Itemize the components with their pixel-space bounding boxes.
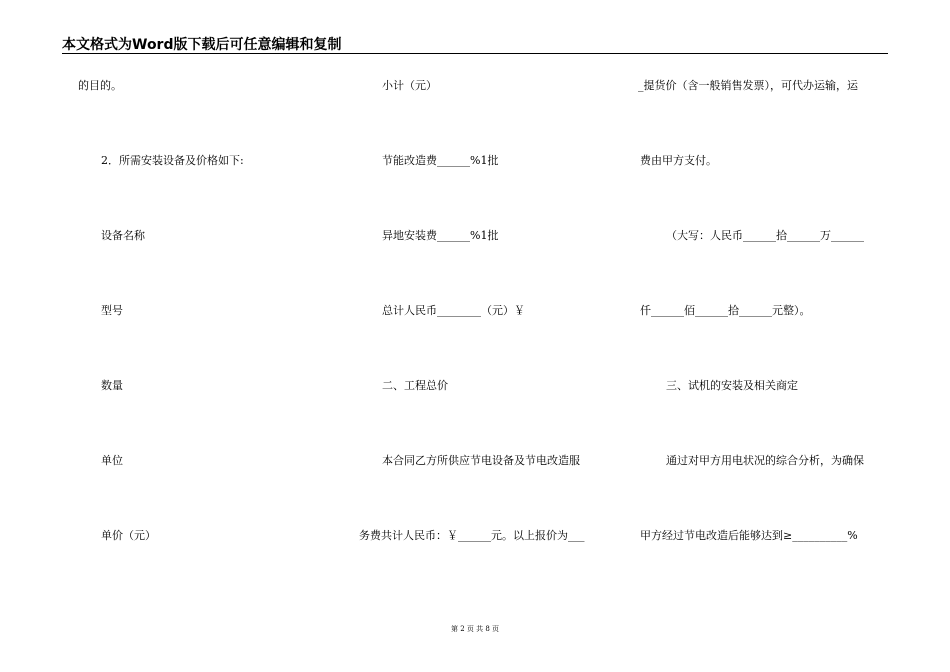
left-line-7: 单价（元） [101, 529, 156, 542]
middle-line-6: 本合同乙方所供应节电设备及节电改造服 [382, 454, 580, 467]
right-line-2: 费由甲方支付。 [640, 154, 717, 167]
left-line-6: 单位 [101, 454, 123, 467]
right-line-1: _提货价（含一般销售发票），可代办运输，运 [638, 79, 858, 92]
left-line-4: 型号 [101, 304, 123, 317]
page-number: 第 2 页 共 8 页 [450, 625, 500, 633]
middle-line-7: 务费共计人民币：￥______元。以上报价为___ [359, 529, 585, 542]
right-line-6: 通过对甲方用电状况的综合分析，为确保 [666, 454, 864, 467]
right-line-7: 甲方经过节电改造后能够达到≥__________% [640, 529, 858, 542]
document-header-title: 本文格式为Word版下载后可任意编辑和复制 [62, 37, 342, 53]
header-divider [62, 53, 888, 54]
middle-line-4: 总计人民币________（元）￥ [382, 304, 525, 317]
middle-line-2: 节能改造费______%1批 [382, 154, 499, 167]
right-line-4: 仟______佰______拾______元整）。 [640, 304, 811, 317]
middle-line-5: 二、工程总价 [382, 379, 448, 392]
right-line-3: （大写：人民币______拾______万______ [666, 229, 864, 242]
left-line-1: 的目的。 [78, 79, 122, 92]
left-line-3: 设备名称 [101, 229, 145, 242]
middle-line-1: 小计（元） [382, 79, 437, 92]
middle-line-3: 异地安装费______%1批 [382, 229, 499, 242]
left-line-2: 2．所需安装设备及价格如下: [101, 154, 244, 167]
left-line-5: 数量 [101, 379, 123, 392]
right-line-5: 三、试机的安装及相关商定 [666, 379, 798, 392]
